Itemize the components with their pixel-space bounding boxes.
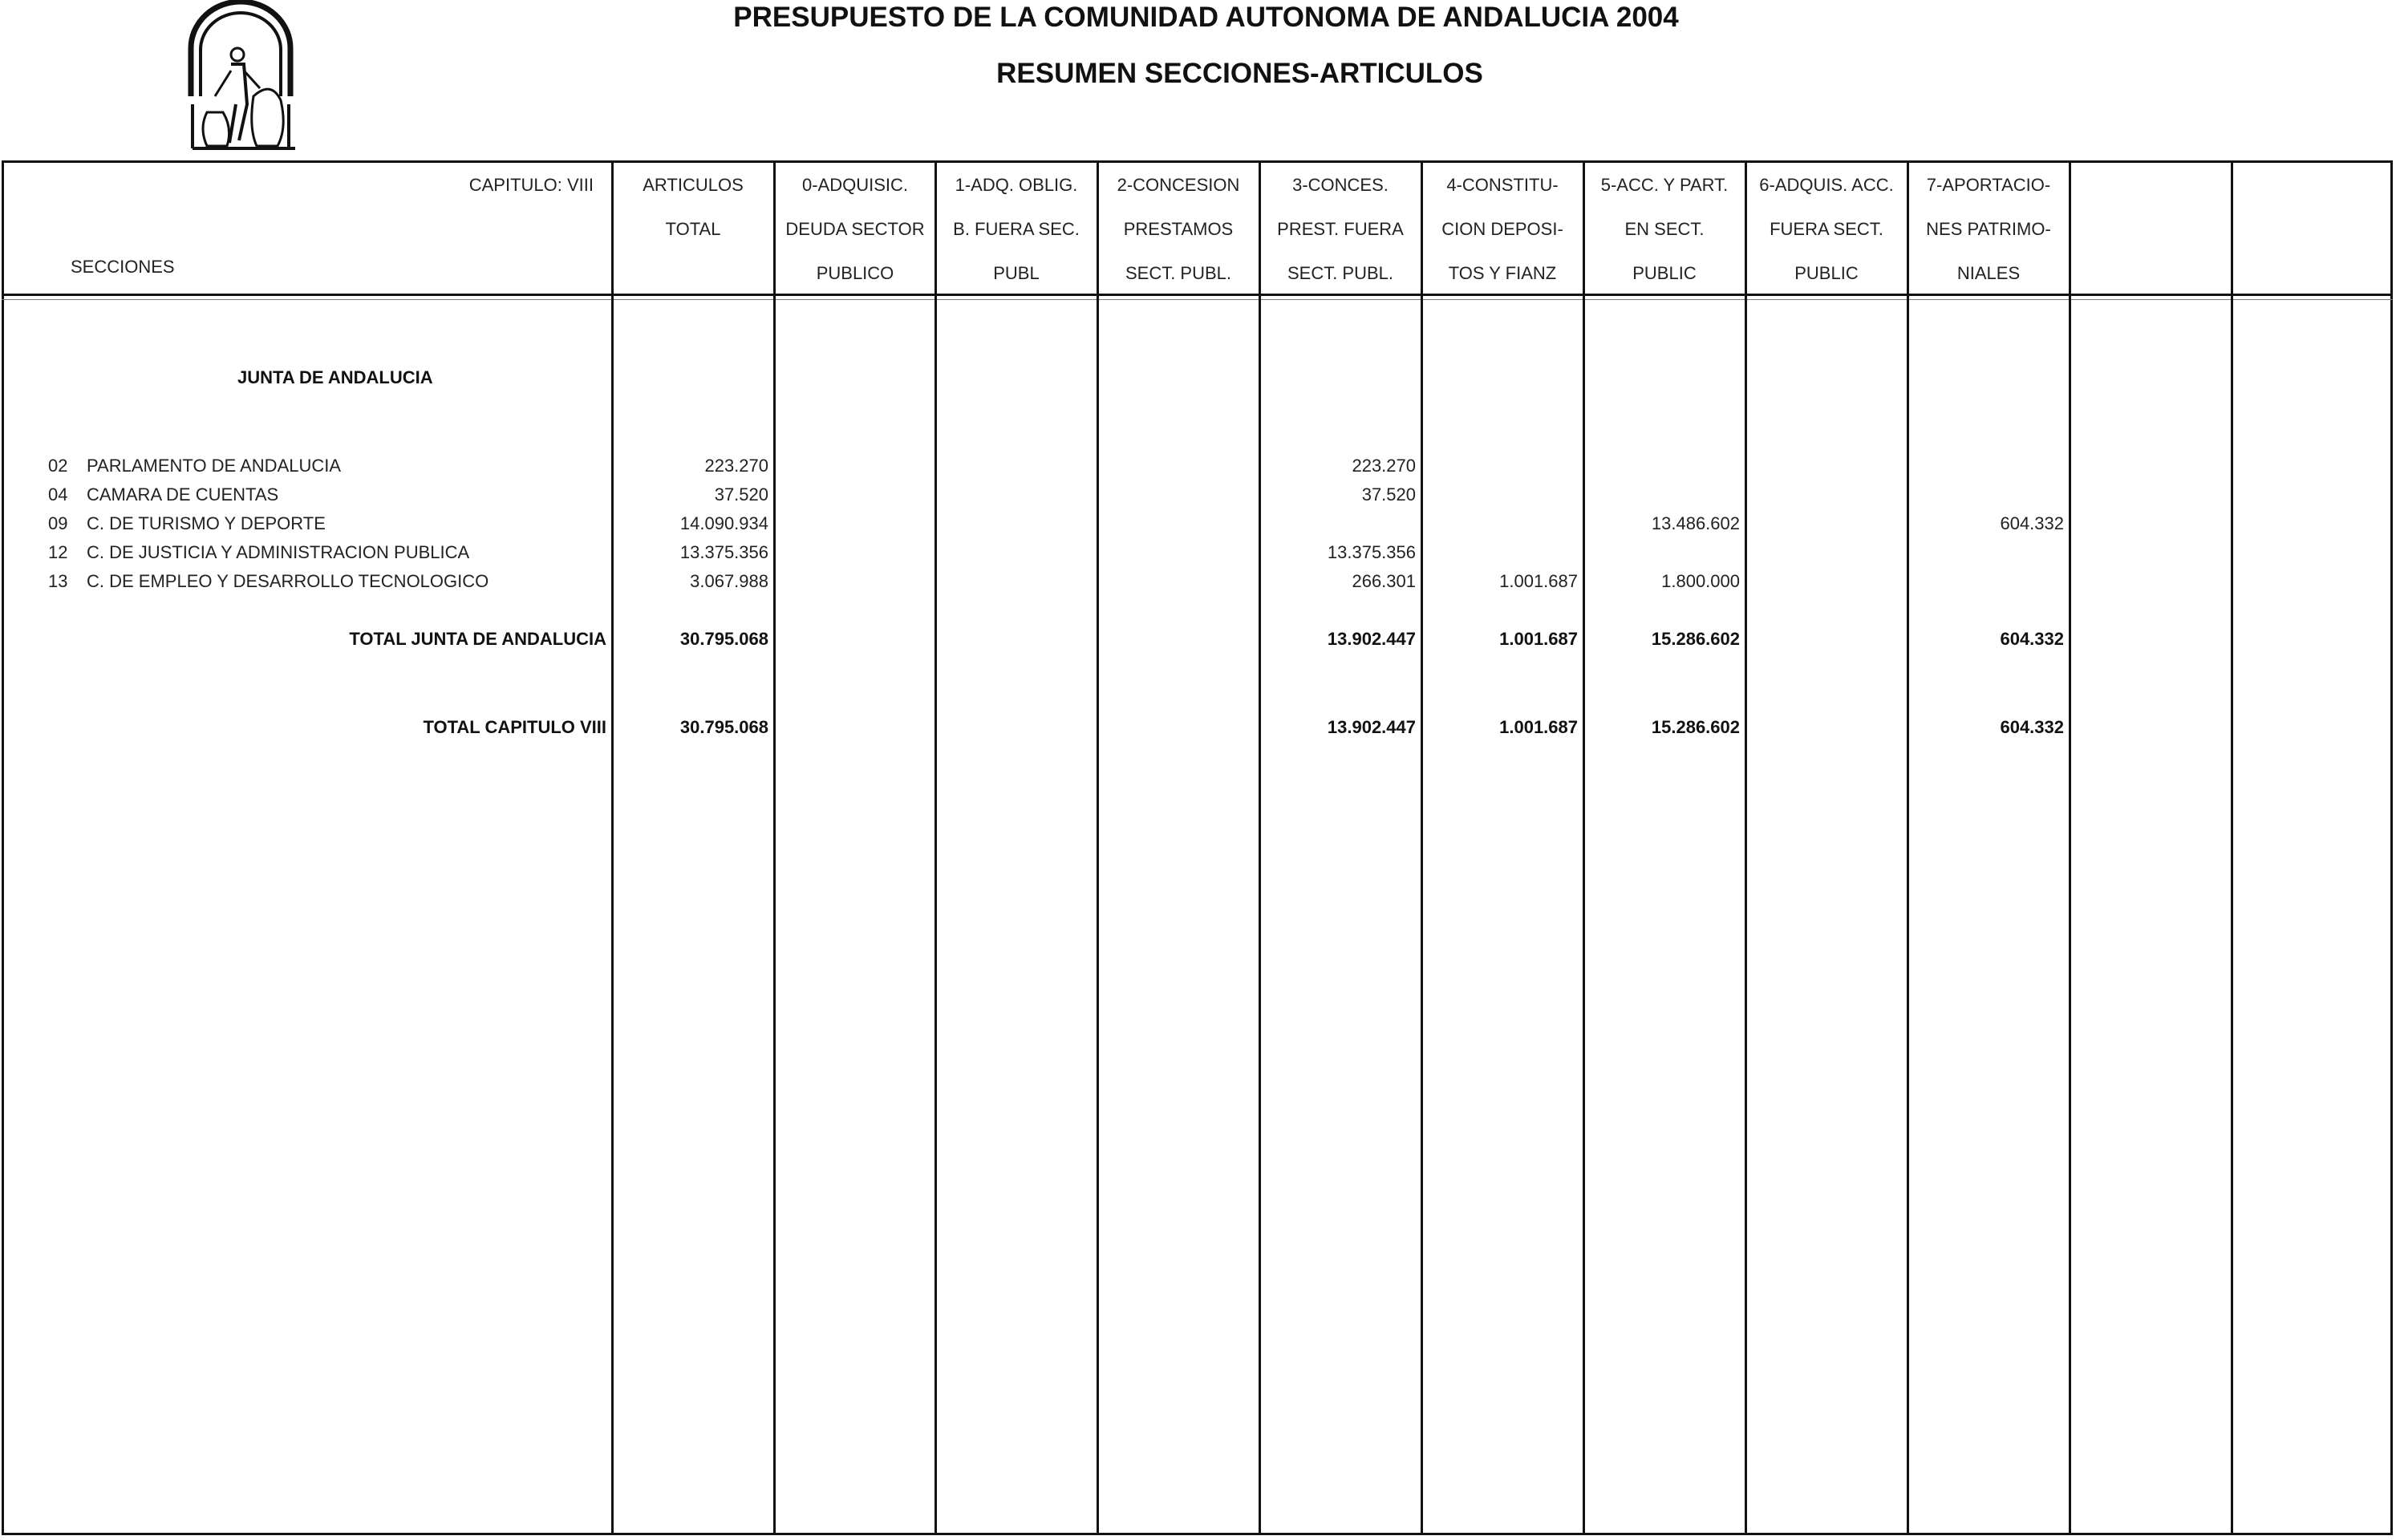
value-cell: 37.520 (714, 484, 768, 505)
sections-label: SECCIONES (71, 257, 175, 277)
section-code: 13 (48, 571, 68, 591)
value-cell: 14.090.934 (679, 513, 768, 533)
total-value-cell: 30.795.068 (679, 629, 768, 649)
value-cell: 13.375.356 (1327, 542, 1416, 562)
section-code: 12 (48, 542, 68, 562)
header-divider (2, 294, 2393, 296)
total-value-cell: 13.902.447 (1327, 717, 1416, 737)
section-code: 09 (48, 513, 68, 533)
total-value-cell: 604.332 (2000, 717, 2064, 737)
value-cell: 1.800.000 (1661, 571, 1740, 591)
total-value-cell: 13.902.447 (1327, 629, 1416, 649)
column-divider (773, 160, 776, 1535)
total-value-cell: 604.332 (2000, 629, 2064, 649)
section-name: C. DE JUSTICIA Y ADMINISTRACION PUBLICA (87, 542, 470, 562)
column-divider (1745, 160, 1747, 1535)
total-label: TOTAL CAPITULO VIII (423, 717, 606, 737)
total-value-cell: 1.001.687 (1499, 629, 1578, 649)
section-name: C. DE EMPLEO Y DESARROLLO TECNOLOGICO (87, 571, 489, 591)
document-title: PRESUPUESTO DE LA COMUNIDAD AUTONOMA DE ANDALUCIA 2004 (733, 2, 1679, 33)
total-value-cell: 1.001.687 (1499, 717, 1578, 737)
column-divider (1583, 160, 1585, 1535)
column-divider (1421, 160, 1423, 1535)
total-label: TOTAL JUNTA DE ANDALUCIA (349, 629, 606, 649)
column-divider (2069, 160, 2071, 1535)
column-divider (1907, 160, 1909, 1535)
chapter-label: CAPITULO: VIII (468, 175, 594, 195)
value-cell: 37.520 (1361, 484, 1416, 505)
column-divider (1259, 160, 1261, 1535)
column-divider (934, 160, 937, 1535)
section-code: 02 (48, 456, 68, 476)
total-value-cell: 30.795.068 (679, 717, 768, 737)
value-cell: 3.067.988 (690, 571, 768, 591)
document-subtitle: RESUMEN SECCIONES-ARTICULOS (996, 58, 1483, 89)
value-cell: 604.332 (2000, 513, 2064, 533)
value-cell: 223.270 (704, 456, 768, 476)
section-name: CAMARA DE CUENTAS (87, 484, 279, 505)
total-value-cell: 15.286.602 (1651, 717, 1740, 737)
column-divider (611, 160, 614, 1535)
section-code: 04 (48, 484, 68, 505)
section-name: C. DE TURISMO Y DEPORTE (87, 513, 326, 533)
value-cell: 1.001.687 (1499, 571, 1578, 591)
column-divider (1097, 160, 1099, 1535)
total-value-cell: 15.286.602 (1651, 629, 1740, 649)
value-cell: 13.486.602 (1651, 513, 1740, 533)
header-divider-secondary (2, 299, 2393, 300)
value-cell: 13.375.356 (679, 542, 768, 562)
value-cell: 223.270 (1352, 456, 1416, 476)
value-cell: 266.301 (1352, 571, 1416, 591)
section-name: PARLAMENTO DE ANDALUCIA (87, 456, 342, 476)
column-divider (2231, 160, 2233, 1535)
group-title: JUNTA DE ANDALUCIA (237, 367, 433, 387)
